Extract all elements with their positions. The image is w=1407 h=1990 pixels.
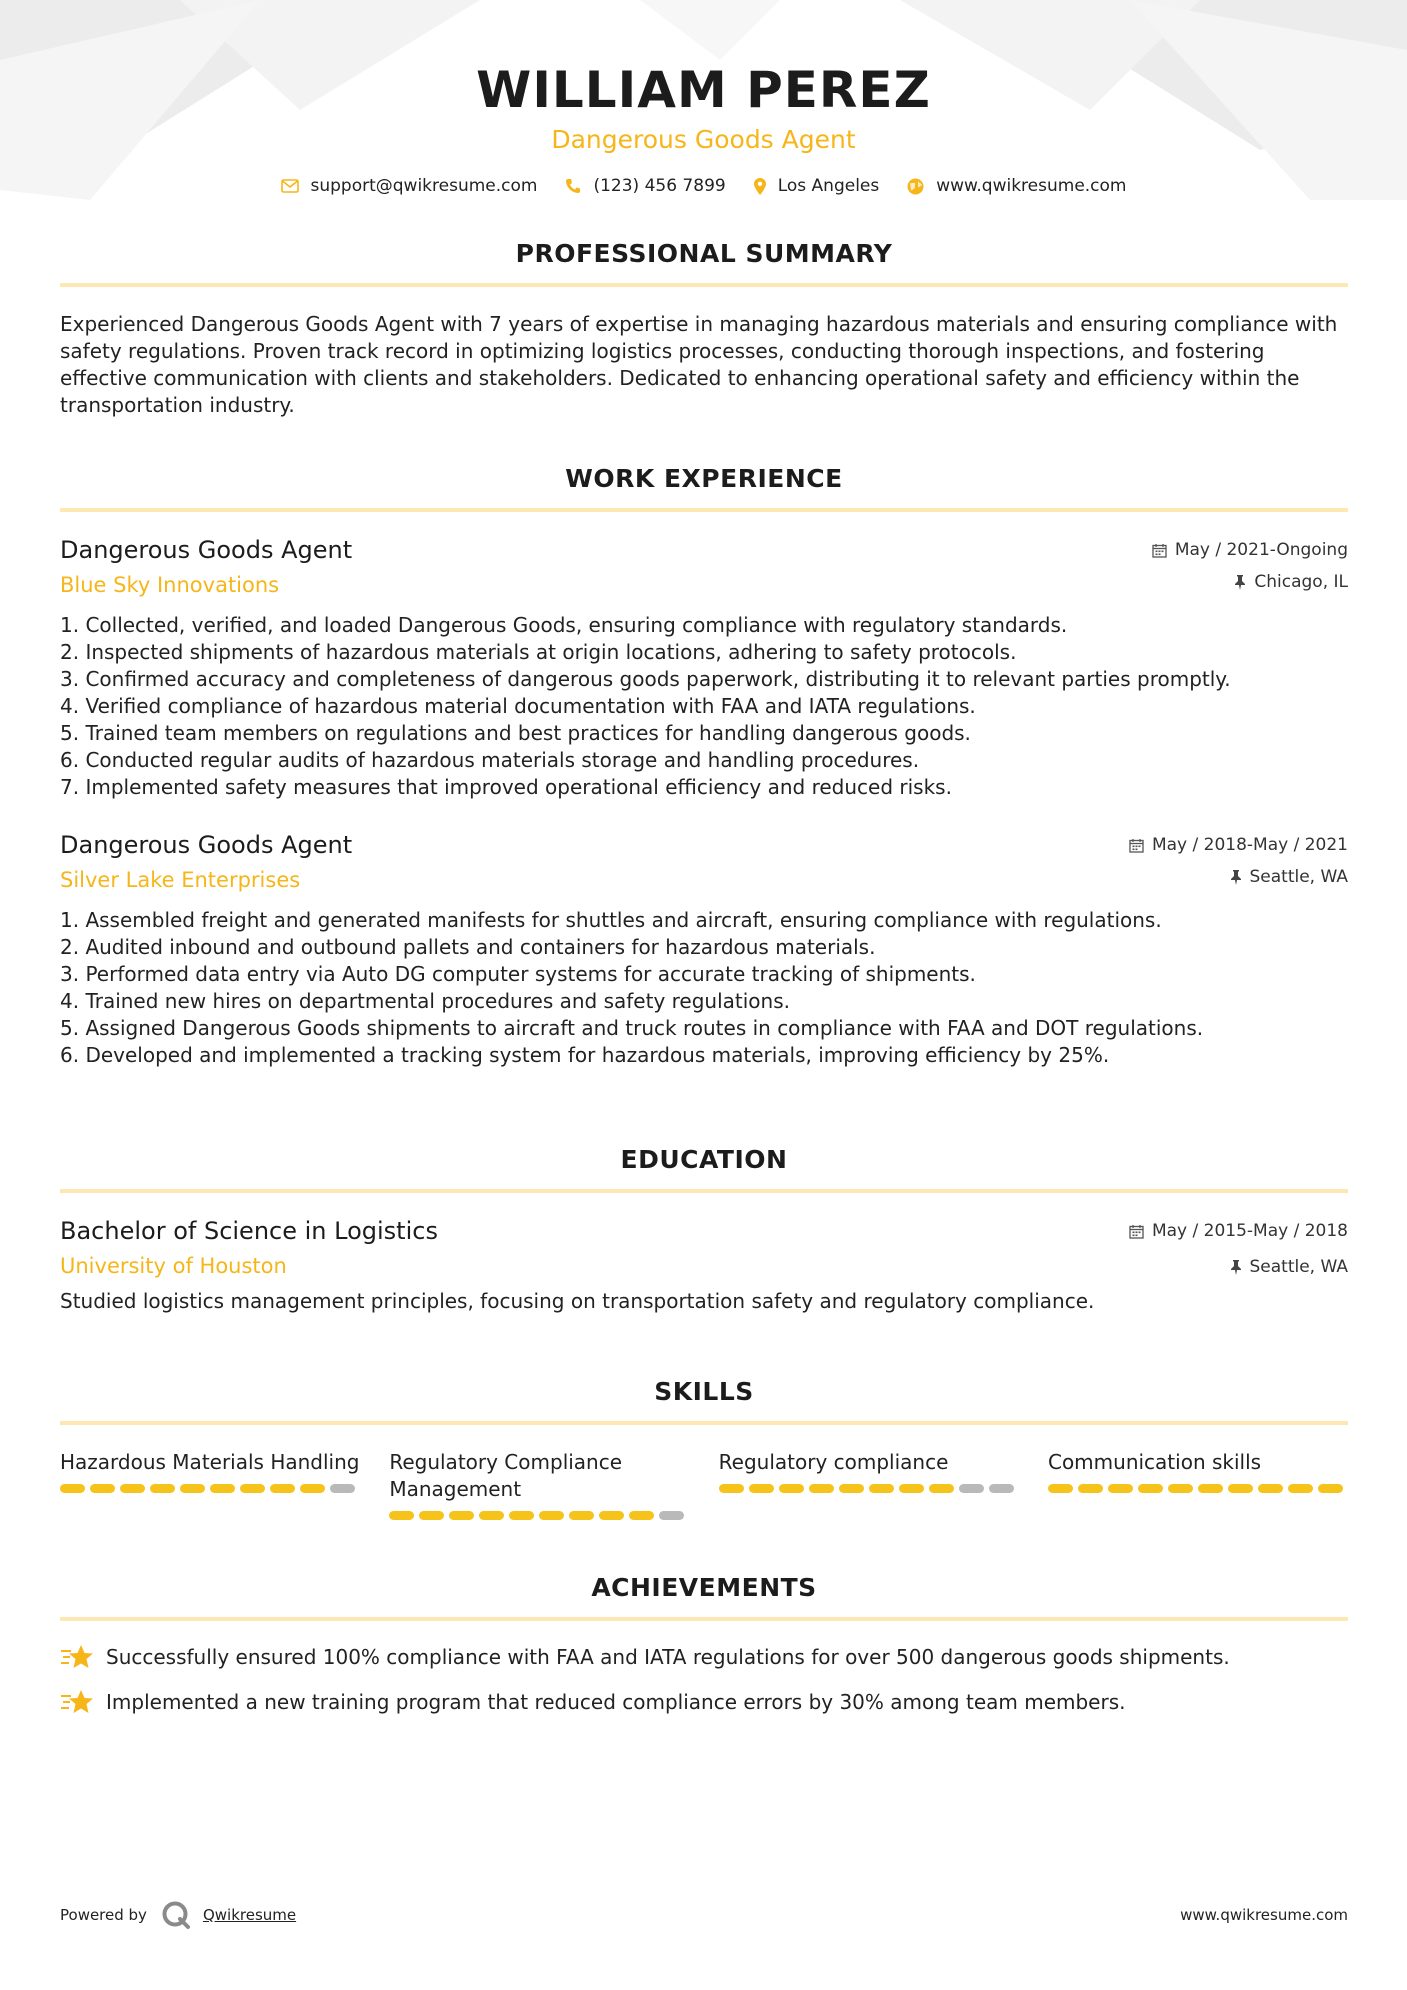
achievements-list bbox=[60, 1643, 1348, 1716]
skill-segment-empty bbox=[659, 1511, 684, 1520]
skill-name: Regulatory compliance bbox=[718, 1450, 949, 1474]
email-text: support@qwikresume.com bbox=[310, 176, 538, 196]
powered-by-label: Powered by bbox=[60, 1906, 147, 1924]
education-heading: EDUCATION bbox=[620, 1145, 788, 1174]
skill-item bbox=[1048, 1449, 1348, 1520]
job-company: Silver Lake Enterprises bbox=[60, 868, 301, 892]
duty-item: 4. Verified compliance of hazardous material documentation with FAA and IATA regulations. bbox=[60, 694, 976, 718]
duty-item: 5. Trained team members on regulations and best practices for handling dangerous goods. bbox=[60, 721, 971, 745]
duty-item: 6. Developed and implemented a tracking system for hazardous materials, improving efficiency by 25%. bbox=[60, 1043, 1110, 1067]
education-dates: May / 2015-May / 2018 bbox=[1151, 1221, 1348, 1241]
footer-branding bbox=[60, 1900, 296, 1930]
contact-phone bbox=[565, 176, 725, 196]
skill-segment-filled bbox=[1288, 1484, 1313, 1493]
skill-segment-filled bbox=[629, 1511, 654, 1520]
contact-website bbox=[907, 176, 1126, 196]
duty-item: 3. Confirmed accuracy and completeness of dangerous goods paperwork, distributing it to relevant parties promptly. bbox=[60, 667, 1231, 691]
achievements-heading: ACHIEVEMENTS bbox=[591, 1573, 817, 1602]
job-location: Seattle, WA bbox=[1249, 867, 1348, 887]
school-name: University of Houston bbox=[60, 1254, 287, 1278]
skill-item bbox=[60, 1449, 360, 1520]
degree-title: Bachelor of Science in Logistics bbox=[60, 1217, 438, 1245]
education-section bbox=[60, 1144, 1348, 1315]
candidate-title: Dangerous Goods Agent bbox=[551, 125, 856, 154]
summary-section bbox=[60, 238, 1348, 419]
contact-location bbox=[754, 176, 880, 196]
skill-segment-filled bbox=[419, 1511, 444, 1520]
skill-segment-filled bbox=[929, 1484, 954, 1493]
job-location: Chicago, IL bbox=[1254, 572, 1348, 592]
skill-name: Regulatory Compliance Management bbox=[389, 1450, 623, 1501]
pushpin-icon bbox=[1230, 870, 1242, 885]
skill-level-bar bbox=[1048, 1484, 1348, 1493]
phone-text: (123) 456 7899 bbox=[593, 176, 726, 196]
skill-segment-filled bbox=[300, 1484, 325, 1493]
skill-segment-empty bbox=[330, 1484, 355, 1493]
summary-heading: PROFESSIONAL SUMMARY bbox=[515, 239, 893, 268]
skill-segment-empty bbox=[989, 1484, 1014, 1493]
skills-heading: SKILLS bbox=[654, 1377, 754, 1406]
skill-segment-filled bbox=[389, 1511, 414, 1520]
skill-segment-filled bbox=[1048, 1484, 1073, 1493]
skill-segment-filled bbox=[509, 1511, 534, 1520]
calendar-icon bbox=[1152, 543, 1167, 558]
skill-segment-filled bbox=[449, 1511, 474, 1520]
education-description: Studied logistics management principles, focusing on transportation safety and regulatory compliance. bbox=[60, 1289, 1095, 1313]
footer bbox=[60, 1900, 1348, 1930]
qwikresume-logo-icon bbox=[161, 1900, 191, 1930]
job-entry bbox=[60, 535, 1348, 801]
education-location: Seattle, WA bbox=[1249, 1257, 1348, 1277]
skill-segment-filled bbox=[1078, 1484, 1103, 1493]
achievements-section bbox=[60, 1572, 1348, 1716]
skill-segment-filled bbox=[240, 1484, 265, 1493]
job-dates: May / 2018-May / 2021 bbox=[1151, 835, 1348, 855]
skill-name: Hazardous Materials Handling bbox=[60, 1450, 360, 1474]
envelope-icon bbox=[281, 179, 299, 193]
duty-item: 2. Inspected shipments of hazardous materials at origin locations, adhering to safety protocols. bbox=[60, 640, 1017, 664]
skill-segment-filled bbox=[599, 1511, 624, 1520]
skill-level-bar bbox=[60, 1484, 360, 1493]
skill-segment-filled bbox=[839, 1484, 864, 1493]
website-text: www.qwikresume.com bbox=[936, 176, 1127, 196]
duty-item: 2. Audited inbound and outbound pallets and containers for hazardous materials. bbox=[60, 935, 876, 959]
skill-item bbox=[719, 1449, 1019, 1520]
skill-segment-filled bbox=[749, 1484, 774, 1493]
skill-segment-filled bbox=[479, 1511, 504, 1520]
skill-segment-filled bbox=[210, 1484, 235, 1493]
job-duties bbox=[60, 612, 1348, 801]
star-icon bbox=[60, 1643, 94, 1671]
resume-header bbox=[0, 0, 1407, 196]
duty-item: 3. Performed data entry via Auto DG computer systems for accurate tracking of shipments. bbox=[60, 962, 976, 986]
skill-segment-filled bbox=[719, 1484, 744, 1493]
phone-icon bbox=[565, 178, 581, 194]
map-pin-icon bbox=[754, 178, 766, 195]
skills-section bbox=[60, 1376, 1348, 1520]
skill-item bbox=[389, 1449, 689, 1520]
skill-segment-filled bbox=[90, 1484, 115, 1493]
candidate-name: WILLIAM PEREZ bbox=[476, 61, 931, 119]
skill-segment-empty bbox=[959, 1484, 984, 1493]
experience-section bbox=[60, 463, 1348, 1069]
duty-item: 4. Trained new hires on departmental procedures and safety regulations. bbox=[60, 989, 790, 1013]
skill-segment-filled bbox=[1198, 1484, 1223, 1493]
contact-email bbox=[281, 176, 538, 196]
contact-row bbox=[0, 176, 1407, 196]
job-dates: May / 2021-Ongoing bbox=[1174, 540, 1348, 560]
calendar-icon bbox=[1129, 1224, 1144, 1239]
section-divider bbox=[60, 508, 1348, 512]
skill-segment-filled bbox=[539, 1511, 564, 1520]
skill-segment-filled bbox=[869, 1484, 894, 1493]
skill-segment-filled bbox=[1228, 1484, 1253, 1493]
job-duties bbox=[60, 907, 1348, 1069]
achievement-item bbox=[60, 1643, 1348, 1671]
duty-item: 1. Collected, verified, and loaded Dangerous Goods, ensuring compliance with regulatory standards. bbox=[60, 613, 1068, 637]
skills-grid bbox=[60, 1449, 1348, 1520]
job-company: Blue Sky Innovations bbox=[60, 573, 280, 597]
skill-segment-filled bbox=[60, 1484, 85, 1493]
skill-segment-filled bbox=[270, 1484, 295, 1493]
skill-segment-filled bbox=[180, 1484, 205, 1493]
footer-website: www.qwikresume.com bbox=[1180, 1906, 1348, 1924]
calendar-icon bbox=[1129, 838, 1144, 853]
star-icon bbox=[60, 1688, 94, 1716]
skill-segment-filled bbox=[150, 1484, 175, 1493]
achievement-text: Successfully ensured 100% compliance with FAA and IATA regulations for over 500 dangerous goods shipments. bbox=[106, 1644, 1230, 1669]
section-divider bbox=[60, 1617, 1348, 1621]
skill-segment-filled bbox=[1318, 1484, 1343, 1493]
skill-name: Communication skills bbox=[1047, 1450, 1262, 1474]
job-title: Dangerous Goods Agent bbox=[60, 536, 353, 564]
skill-segment-filled bbox=[1258, 1484, 1283, 1493]
pushpin-icon bbox=[1230, 1260, 1242, 1275]
skill-level-bar bbox=[389, 1511, 689, 1520]
achievement-text: Implemented a new training program that reduced compliance errors by 30% among team members. bbox=[106, 1689, 1126, 1714]
duty-item: 1. Assembled freight and generated manifests for shuttles and aircraft, ensuring compliance with regulations. bbox=[60, 908, 1162, 932]
skill-segment-filled bbox=[899, 1484, 924, 1493]
pushpin-icon bbox=[1234, 575, 1246, 590]
location-text: Los Angeles bbox=[777, 176, 880, 196]
education-entry bbox=[60, 1216, 1348, 1315]
skill-level-bar bbox=[719, 1484, 1019, 1493]
skill-segment-filled bbox=[120, 1484, 145, 1493]
duty-item: 6. Conducted regular audits of hazardous materials storage and handling procedures. bbox=[60, 748, 920, 772]
skill-segment-filled bbox=[809, 1484, 834, 1493]
job-title: Dangerous Goods Agent bbox=[60, 831, 353, 859]
experience-heading: WORK EXPERIENCE bbox=[565, 464, 843, 493]
qwikresume-link[interactable]: Qwikresume bbox=[202, 1906, 297, 1924]
summary-text: Experienced Dangerous Goods Agent with 7 years of expertise in managing hazardous materials and ensuring compliance with safety regulations. Proven track record in optimizing logistics processes, conducting thorough inspections, and fostering effective communication with clients and stakeholders. Dedicated to enhancing operational safety and efficiency within the transportation industry. bbox=[60, 312, 1338, 417]
section-divider bbox=[60, 283, 1348, 287]
skill-segment-filled bbox=[779, 1484, 804, 1493]
skill-segment-filled bbox=[1108, 1484, 1133, 1493]
achievement-item bbox=[60, 1688, 1348, 1716]
globe-icon bbox=[907, 178, 924, 195]
section-divider bbox=[60, 1189, 1348, 1193]
skill-segment-filled bbox=[569, 1511, 594, 1520]
duty-item: 7. Implemented safety measures that improved operational efficiency and reduced risks. bbox=[60, 775, 952, 799]
section-divider bbox=[60, 1421, 1348, 1425]
job-entry bbox=[60, 830, 1348, 1069]
duty-item: 5. Assigned Dangerous Goods shipments to aircraft and truck routes in compliance with FAA and DOT regulations. bbox=[60, 1016, 1204, 1040]
skill-segment-filled bbox=[1138, 1484, 1163, 1493]
skill-segment-filled bbox=[1168, 1484, 1193, 1493]
